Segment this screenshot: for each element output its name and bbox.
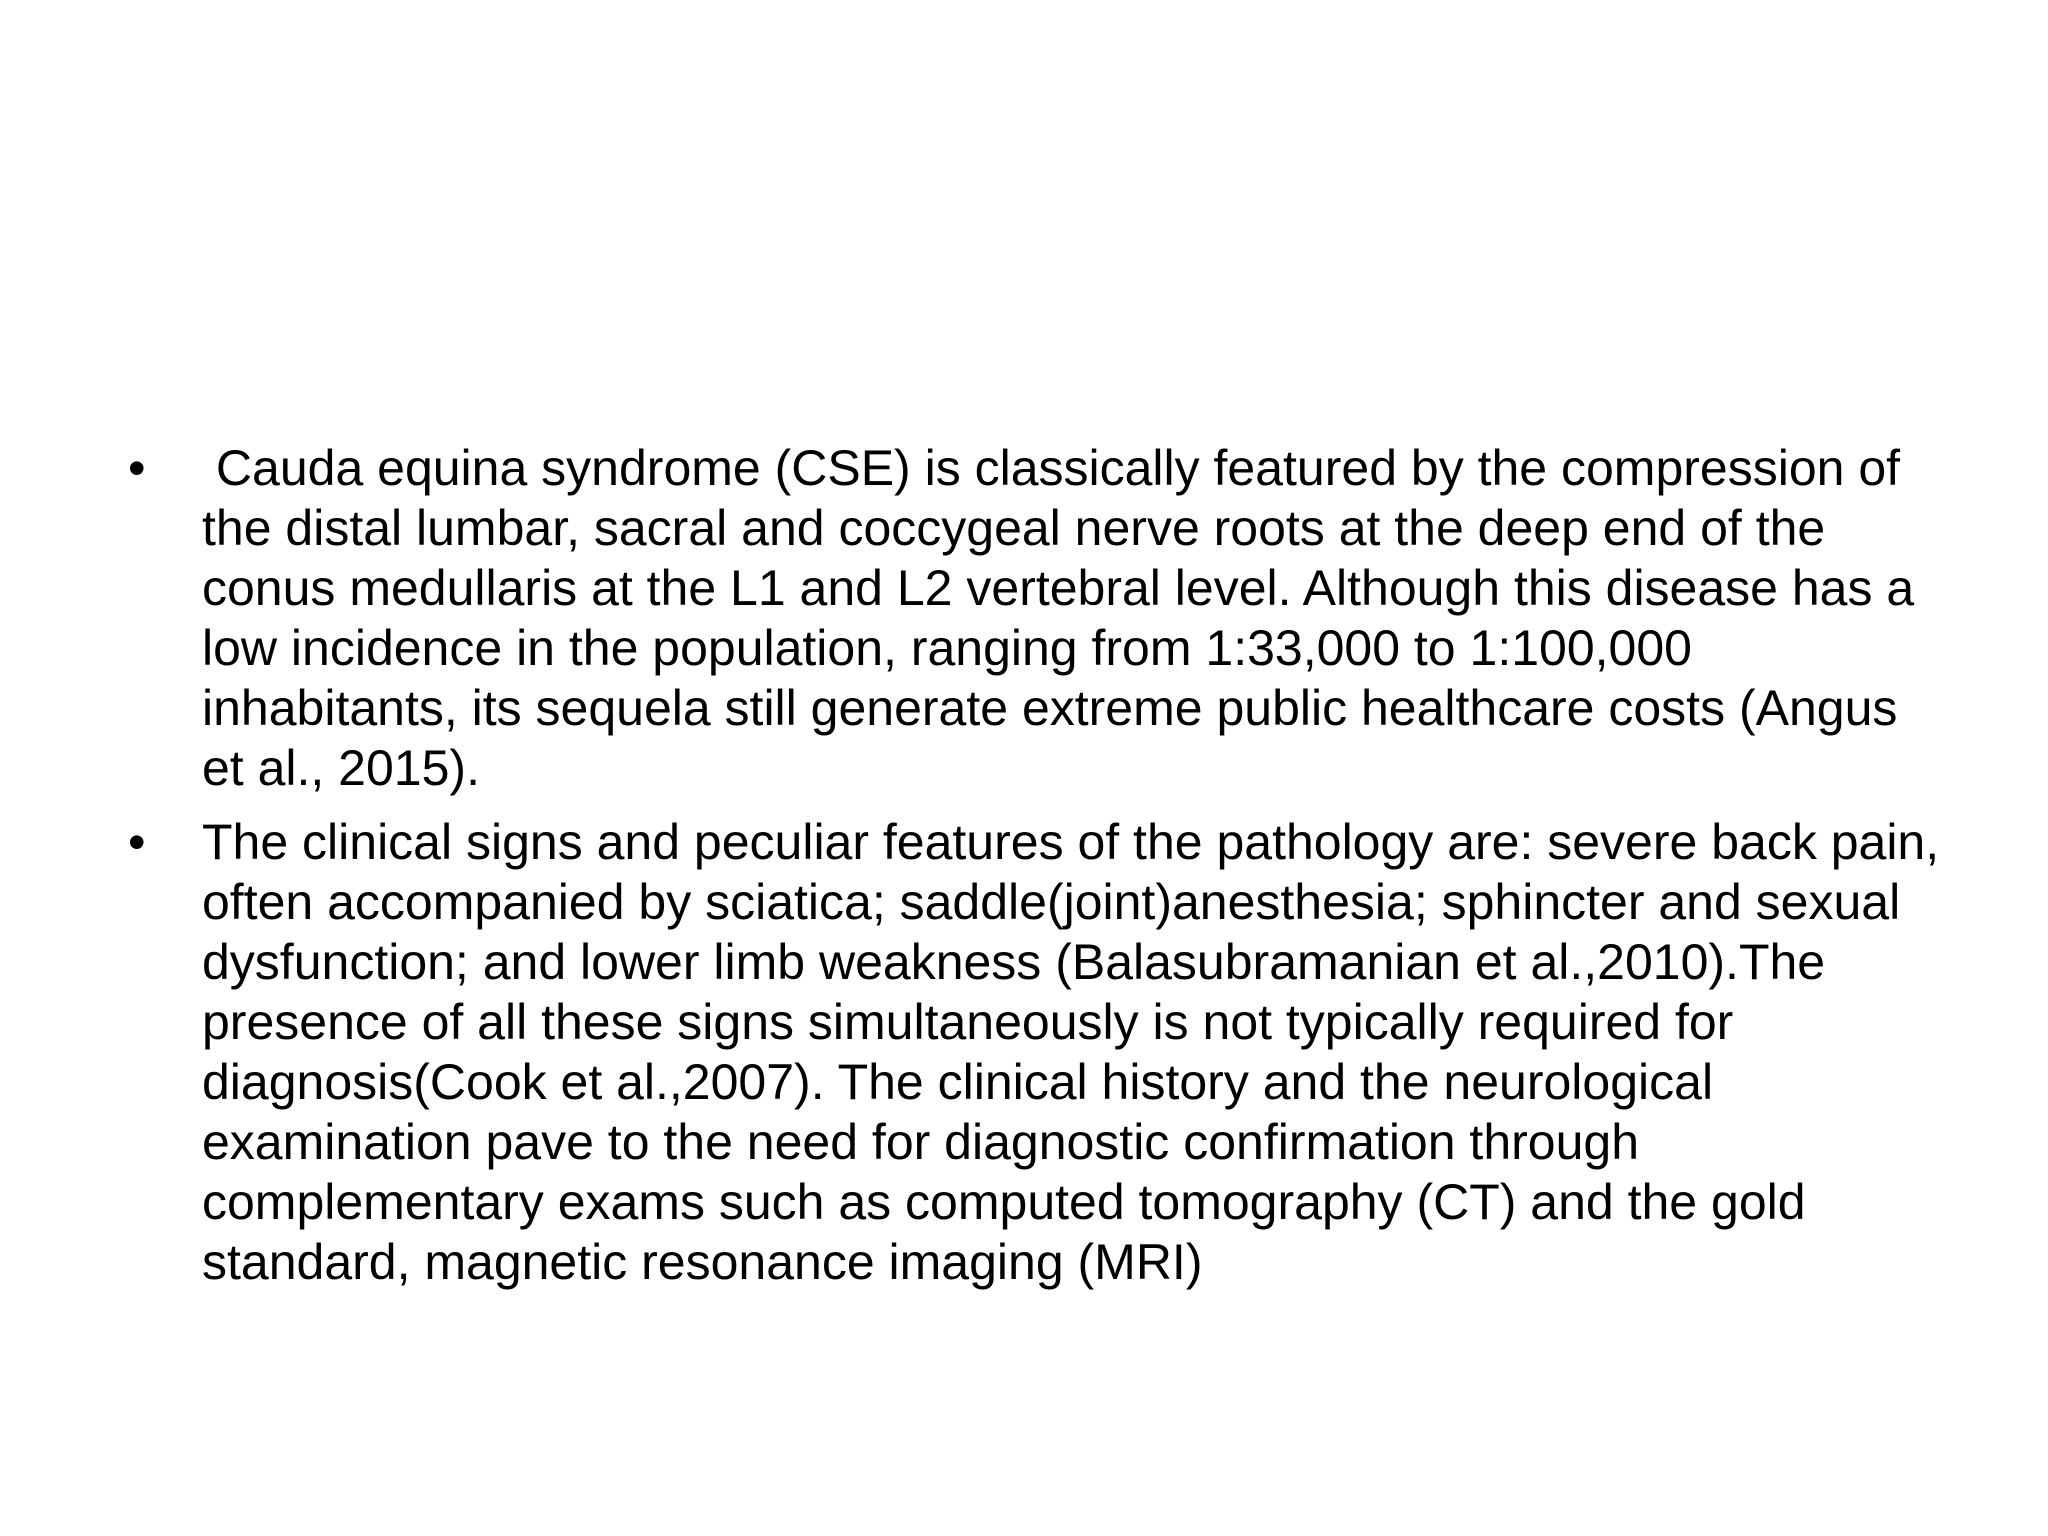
bullet-item bbox=[118, 438, 1948, 798]
bullet-item bbox=[118, 812, 1948, 1292]
bullet-list bbox=[118, 438, 1948, 1292]
bullet-marker: • bbox=[128, 440, 146, 496]
slide-body bbox=[118, 438, 1948, 1306]
bullet-text-cauda-equina-definition: Cauda equina syndrome (CSE) is classically featured by the compression of the distal lumbar, sacral and coccygeal nerve roots at the deep end of the conus medullaris at the L1 and L2 vertebral level. Although this disease has a low incidence in the population, ranging from 1:33,000 to 1:100,000 inhabitants, its sequela still generate extreme public healthcare costs (Angus et al., 2015). bbox=[202, 440, 1929, 796]
bullet-marker: • bbox=[128, 814, 146, 870]
bullet-text-clinical-signs: The clinical signs and peculiar features of the pathology are: severe back pain, often accompanied by sciatica; saddle(joint)anesthesia; sphincter and sexual dysfunction; and lower limb weakness (Balasubramanian et al.,2010).The presence of all these signs simultaneously is not typically required for diagnosis(Cook et al.,2007). The clinical history and the neurological examination pave to the need for diagnostic confirmation through complementary exams such as computed tomography (CT) and the gold standard, magnetic resonance imaging (MRI) bbox=[202, 814, 1940, 1290]
